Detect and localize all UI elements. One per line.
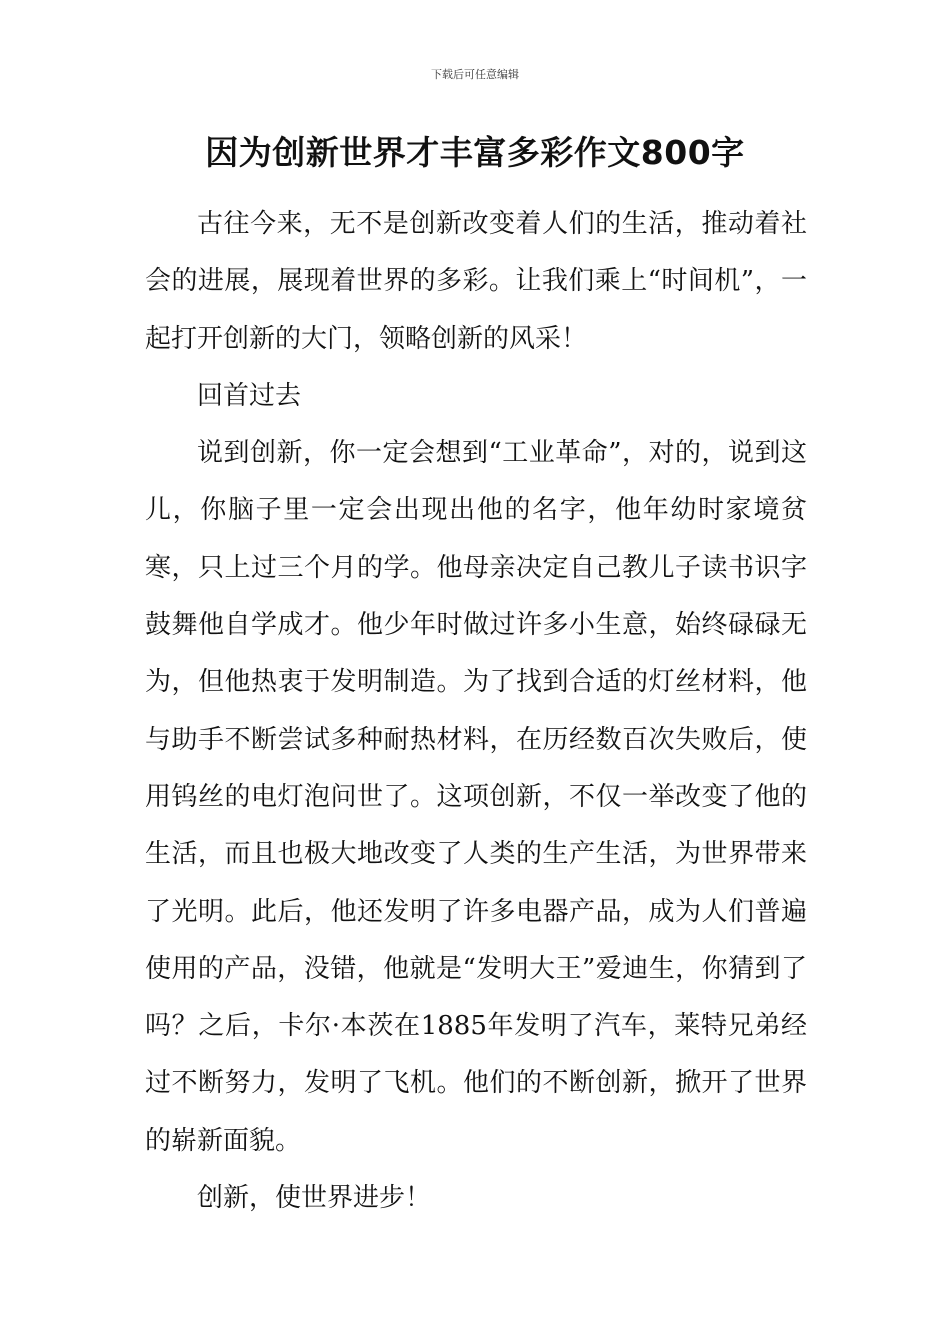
section-heading-looking-back: 回首过去 <box>197 380 302 411</box>
document-body <box>145 196 807 1227</box>
paragraph-closing-line: 创新，使世界进步！ <box>197 1183 432 1214</box>
header-note: 下载后可任意编辑 <box>431 68 519 81</box>
document-title: 因为创新世界才丰富多彩作文800字 <box>205 133 745 172</box>
paragraph-history: 说到创新，你一定会想到“工业革命”，对的，说到这儿，你脑子里一定会出现出他的名字，他年幼时家境贫寒，只上过三个月的学。他母亲决定自己教儿子读书识字鼓舞他自学成才。他少年时做过许多小生意，始终碌碌无为，但他热衷于发明制造。为了找到合适的灯丝材料，他与助手不断尝试多种耐热材料，在历经数百次失败后，使用钨丝的电灯泡问世了。这项创新，不仅一举改变了他的生活，而且也极大地改变了人类的生产生活，为世界带来了光明。此后，他还发明了许多电器产品，成为人们普遍使用的产品，没错，他就是“发明大王”爱迪生，你猜到了吗？之后，卡尔·本茨在1885年发明了汽车，莱特兄弟经过不断努力，发明了飞机。他们的不断创新，掀开了世界的崭新面貌。 <box>145 438 807 1156</box>
paragraph-intro: 古往今来，无不是创新改变着人们的生活，推动着社会的进展，展现着世界的多彩。让我们乘上“时间机”，一起打开创新的大门，领略创新的风采！ <box>145 209 807 354</box>
